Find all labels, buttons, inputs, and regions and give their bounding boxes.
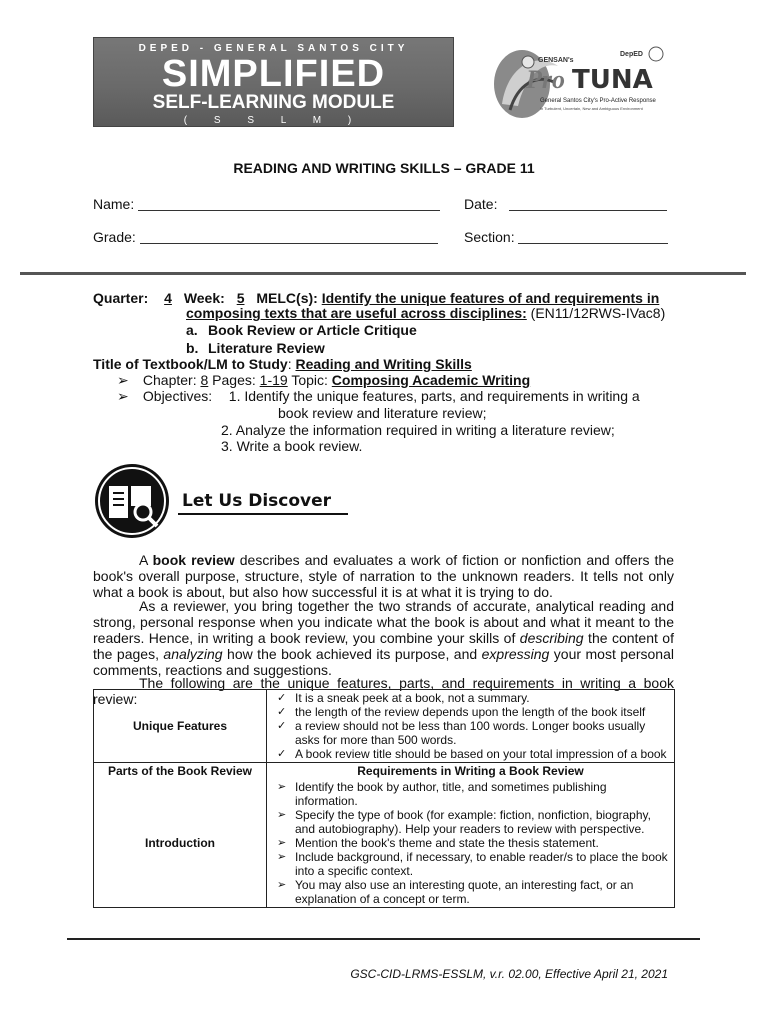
objectives-label: Objectives:	[142, 388, 213, 404]
banner-simplified: SIMPLIFIED	[161, 53, 386, 95]
section-field[interactable]	[464, 229, 668, 245]
arrow-bullet-icon: ➢	[277, 809, 287, 821]
melc-code: (EN11/12RWS-IVac8)	[530, 305, 666, 321]
name-field[interactable]	[93, 196, 440, 212]
melc-item-b: b. Literature Review	[186, 340, 325, 356]
topic-value: Composing Academic Writing	[331, 372, 531, 388]
arrow-bullet-icon: ➢	[277, 781, 287, 793]
table-row	[94, 763, 675, 780]
melc-label: MELC(s):	[256, 290, 318, 306]
table-row	[94, 690, 675, 763]
protuna-logo	[488, 44, 673, 124]
logo-deped: DepED	[620, 51, 643, 58]
list-item: ➢ Identify the book by author, title, and sometimes publishing information.	[277, 780, 607, 808]
objectives-line	[117, 388, 640, 404]
table-row	[94, 779, 675, 908]
list-item: ➢ Mention the book's theme and state the thesis statement.	[277, 836, 599, 850]
book-search-icon	[93, 462, 171, 540]
list-item: ✓ It is a sneak peek at a book, not a summary.	[277, 691, 530, 705]
grade-blank[interactable]	[140, 229, 438, 244]
list-item: ✓ a review should not be less than 100 words. Longer books usually asks for more than 500 words.	[277, 719, 646, 747]
list-item: ✓ the length of the review depends upon the length of the book itself	[277, 705, 646, 719]
banner-deped-line: DEPED - GENERAL SANTOS CITY	[138, 43, 409, 54]
melc-line-2	[186, 305, 686, 321]
objective-3: 3. Write a book review.	[221, 438, 363, 454]
objective-1-cont: book review and literature review;	[278, 405, 487, 421]
check-icon: ✓	[277, 692, 287, 704]
quarter-value: 4	[164, 290, 172, 306]
chapter-value: 8	[200, 372, 209, 388]
arrow-bullet-icon: ➢	[277, 837, 287, 849]
heading-underline	[178, 513, 348, 515]
week-label: Week:	[183, 290, 225, 306]
divider	[20, 272, 746, 275]
list-item: ➢ Specify the type of book (for example: fiction, nonfiction, biography, and autobiography). Help your readers to review with perspective.	[277, 808, 651, 836]
logo-gensan: GENSAN's	[538, 57, 574, 64]
textbook-value: Reading and Writing Skills	[295, 356, 472, 372]
arrow-bullet-icon: ➢	[277, 851, 287, 863]
logo-tuna: TUNA	[572, 65, 653, 95]
paragraph-1: A book review describes and evaluates a work of fiction or nonfiction and offers the book's overall purpose, structure, style of narration to the unknown readers. It tells not only what a book is about, but also how successful it is at what it is trying to do.	[93, 552, 674, 600]
check-icon: ✓	[277, 706, 287, 718]
section-heading: Let Us Discover	[182, 491, 332, 511]
introduction-label: Introduction	[94, 779, 267, 908]
arrow-bullet-icon: ➢	[277, 879, 287, 891]
grade-field[interactable]	[93, 229, 438, 245]
section-label: Section:	[464, 229, 515, 245]
textbook-label: Title of Textbook/LM to Study	[93, 356, 288, 372]
logo-pro: Pro	[526, 65, 565, 94]
unique-features-list	[271, 691, 670, 761]
melc-line-1	[93, 290, 678, 306]
footer-code: GSC-CID-LRMS-ESSLM, v.r. 02.00, Effective April 21, 2021	[350, 967, 668, 981]
grade-label: Grade:	[93, 229, 136, 245]
unique-features-label: Unique Features	[94, 690, 267, 763]
quarter-label: Quarter:	[93, 290, 149, 306]
sslm-banner	[93, 37, 454, 127]
paragraph-2: As a reviewer, you bring together the two strands of accurate, analytical reading and strong, personal response when you indicate what the book is about and what it meant to the readers. Hence, in writing a book review, you combine your skills of describing the content of the pages, analyzing how the book achieved its purpose, and expressing your most personal comments, reactions and suggestions.	[93, 598, 674, 678]
melc-item-a: a. Book Review or Article Critique	[186, 322, 417, 338]
introduction-list	[271, 780, 670, 906]
parts-header: Parts of the Book Review	[94, 763, 267, 780]
section-blank[interactable]	[518, 229, 668, 244]
date-field[interactable]	[464, 196, 667, 212]
date-blank[interactable]	[509, 196, 667, 211]
objective-2: 2. Analyze the information required in writing a literature review;	[221, 422, 615, 438]
check-icon: ✓	[277, 748, 287, 760]
logo-tagline-1: General Santos City's Pro-Active Response	[540, 98, 656, 104]
objective-1: 1. Identify the unique features, parts, and requirements in writing a	[228, 388, 640, 404]
list-item: ✓ A book review title should be based on your total impression of a book	[277, 747, 667, 761]
banner-module: SELF-LEARNING MODULE	[152, 92, 395, 113]
banner-sslm: ( S S L M )	[183, 115, 364, 126]
footer-divider	[67, 938, 700, 940]
paragraph-3: The following are the unique features, parts, and requirements in writing a book review:	[93, 675, 674, 707]
logo-tagline-2: in Turbulent, Uncertain, New and Ambiguous Environment	[540, 106, 643, 111]
textbook-line: Title of Textbook/LM to Study: Reading and Writing Skills	[93, 356, 472, 372]
check-icon: ✓	[277, 720, 287, 732]
date-label: Date:	[464, 196, 498, 212]
requirements-header: Requirements in Writing a Book Review	[267, 763, 675, 780]
week-value: 5	[236, 290, 245, 306]
list-item: ➢ Include background, if necessary, to enable reader/s to place the book into a specific context.	[277, 850, 668, 878]
arrow-bullet-icon: ➢	[117, 388, 129, 404]
name-blank[interactable]	[138, 196, 440, 211]
list-item: ➢ You may also use an interesting quote, an interesting fact, or an explanation of a concept or term.	[277, 878, 634, 906]
arrow-bullet-icon: ➢	[117, 372, 129, 388]
melc-text-1: Identify the unique features of and requirements in	[321, 290, 660, 306]
book-review-table	[93, 689, 675, 908]
chapter-line: ➢ Chapter: 8 Pages: 1-19 Topic: Composing Academic Writing	[117, 372, 531, 388]
melc-text-2: composing texts that are useful across disciplines:	[186, 305, 527, 321]
term-book-review: book review	[152, 552, 235, 568]
page-title: READING AND WRITING SKILLS – GRADE 11	[233, 160, 535, 176]
pages-value: 1-19	[259, 372, 288, 388]
name-label: Name:	[93, 196, 135, 212]
